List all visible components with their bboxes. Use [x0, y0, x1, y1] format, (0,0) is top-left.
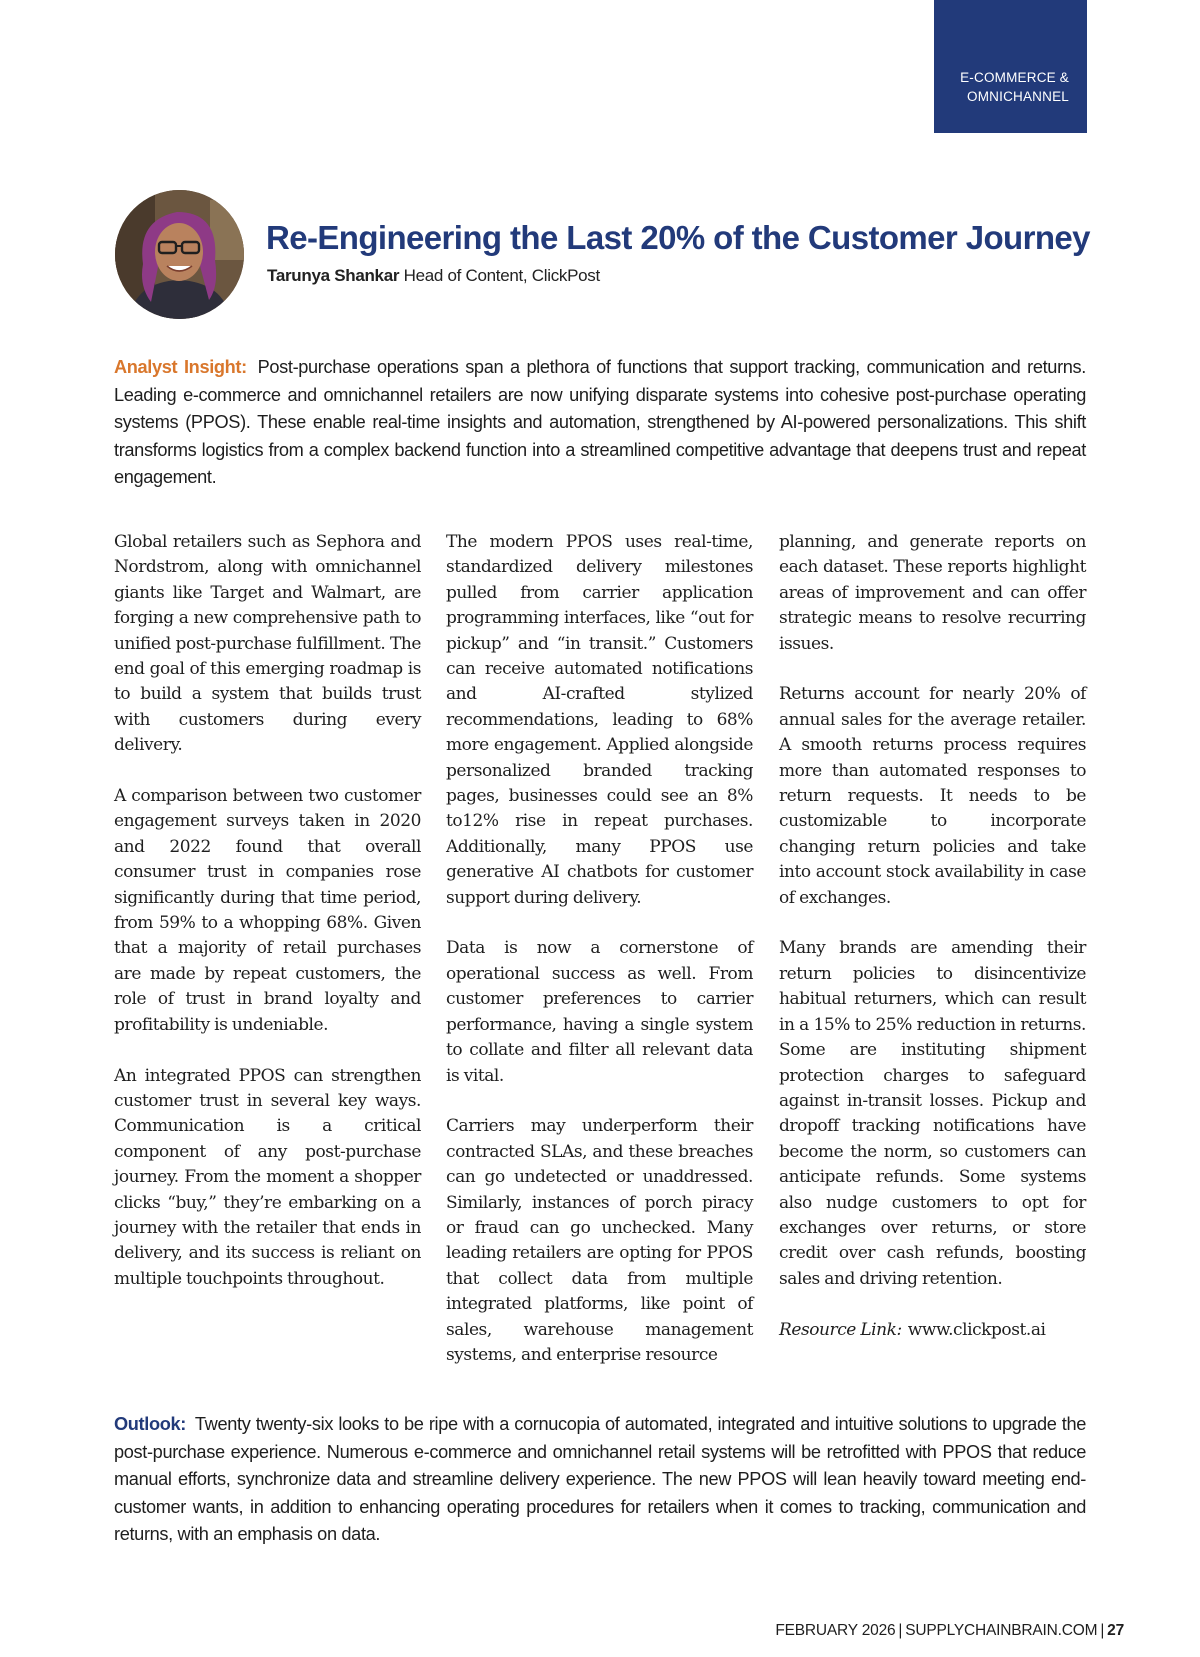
section-tab	[934, 0, 1087, 133]
author-photo-icon	[115, 190, 244, 319]
body-paragraph: planning, and generate reports on each dataset. These reports highlight areas of improvement and can offer strategic means to resolve recurring issues.	[779, 532, 1086, 654]
body-paragraph: Data is now a cornerstone of operational success as well. From customer preferences to carrier performance, having a single system to collate and filter all relevant data is vital.	[446, 938, 753, 1086]
footer-site: SUPPLYCHAINBRAIN.COM	[905, 1622, 1098, 1639]
resource-link-url[interactable]: www.clickpost.ai	[907, 1319, 1046, 1340]
byline	[267, 266, 600, 286]
body-column-3	[779, 530, 1086, 1368]
page-footer: FEBRUARY 2026 | SUPPLYCHAINBRAIN.COM | 27	[775, 1622, 1124, 1639]
resource-link-label: Resource Link:	[779, 1319, 902, 1340]
footer-issue: FEBRUARY 2026	[775, 1622, 896, 1639]
body-paragraph: Carriers may underperform their contracted SLAs, and these breaches can go undetected or unaddressed. Similarly, instances of porch piracy or fraud can go unchecked. Many leading retailers are opting for PPOS that collect data from multiple integrated platforms, like point of sales, warehouse management systems, and enterprise resource	[446, 1116, 753, 1365]
body-paragraph: An integrated PPOS can strengthen customer trust in several key ways. Communication is a critical component of any post-purchase journey. From the moment a shopper clicks “buy,” they’re embarking on a journey with the retailer that ends in delivery, and its success is reliant on multiple touchpoints throughout.	[114, 1065, 421, 1289]
analyst-insight-label: Analyst Insight:	[114, 357, 247, 377]
outlook-label: Outlook:	[114, 1414, 186, 1434]
body-column-2	[446, 530, 753, 1394]
outlook-text: Twenty twenty-six looks to be ripe with a cornucopia of automated, integrated and intuitive solutions to upgrade the post-purchase experience. Numerous e-commerce and omnichannel retail systems will be retrofitted with PPOS that reduce manual efforts, synchronize data and streamline delivery experience. The new PPOS will lean heavily toward meeting end-customer wants, in addition to enhancing operating procedures for retailers when it comes to tracking, communication and returns, with an emphasis on data.	[114, 1414, 1086, 1545]
resource-link	[779, 1318, 1086, 1343]
author-role: Head of Content, ClickPost	[403, 266, 600, 285]
body-paragraph: Many brands are amending their return policies to disincentivize habitual returners, which can result in a 15% to 25% reduction in returns. Some are instituting shipment protection charges to safeguard against in-transit losses. Pickup and dropoff tracking notifications have become the norm, so customers can anticipate refunds. Some systems also nudge customers to opt for exchanges over returns, or store credit over cash refunds, boosting sales and driving retention.	[779, 938, 1086, 1289]
section-tab-line2: OMNICHANNEL	[967, 89, 1069, 104]
body-paragraph: The modern PPOS uses real-time, standardized delivery milestones pulled from carrier application programming interfaces, like “out for pickup” and “in transit.” Customers can receive automated notifications and AI-crafted stylized recommendations, leading to 68% more engagement. Applied alongside personalized branded tracking pages, businesses could see an 8% to12% rise in repeat purchases. Additionally, many PPOS use generative AI chatbots for customer support during delivery.	[446, 532, 753, 908]
section-tab-line1: E-COMMERCE &	[960, 70, 1069, 85]
article-body	[114, 530, 1086, 1370]
analyst-insight	[114, 354, 1086, 492]
page-number: 27	[1107, 1622, 1124, 1639]
outlook	[114, 1411, 1086, 1549]
body-column-1	[114, 530, 421, 1318]
analyst-insight-text: Post-purchase operations span a plethora of functions that support tracking, communication and returns. Leading e-commerce and omnichannel retailers are now unifying disparate systems into cohesive post-purchase operating systems (PPOS). These enable real-time insights and automation, strengthened by AI-powered personalizations. This shift transforms logistics from a complex backend function into a streamlined competitive advantage that deepens trust and repeat engagement.	[114, 357, 1086, 488]
body-paragraph: Global retailers such as Sephora and Nordstrom, along with omnichannel giants like Target and Walmart, are forging a new comprehensive path to unified post-purchase fulfillment. The end goal of this emerging roadmap is to build a system that builds trust with customers during every delivery.	[114, 532, 421, 756]
article-title: Re-Engineering the Last 20% of the Customer Journey	[266, 219, 1090, 256]
author-name: Tarunya Shankar	[267, 266, 400, 285]
body-paragraph: Returns account for nearly 20% of annual sales for the average retailer. A smooth returns process requires more than automated responses to return requests. It needs to be customizable to incorporate changing return policies and take into account stock availability in case of exchanges.	[779, 684, 1086, 908]
body-paragraph: A comparison between two customer engagement surveys taken in 2020 and 2022 found that overall consumer trust in companies rose significantly during that time period, from 59% to a whopping 68%. Given that a majority of retail purchases are made by repeat customers, the role of trust in brand loyalty and profitability is undeniable.	[114, 786, 421, 1035]
